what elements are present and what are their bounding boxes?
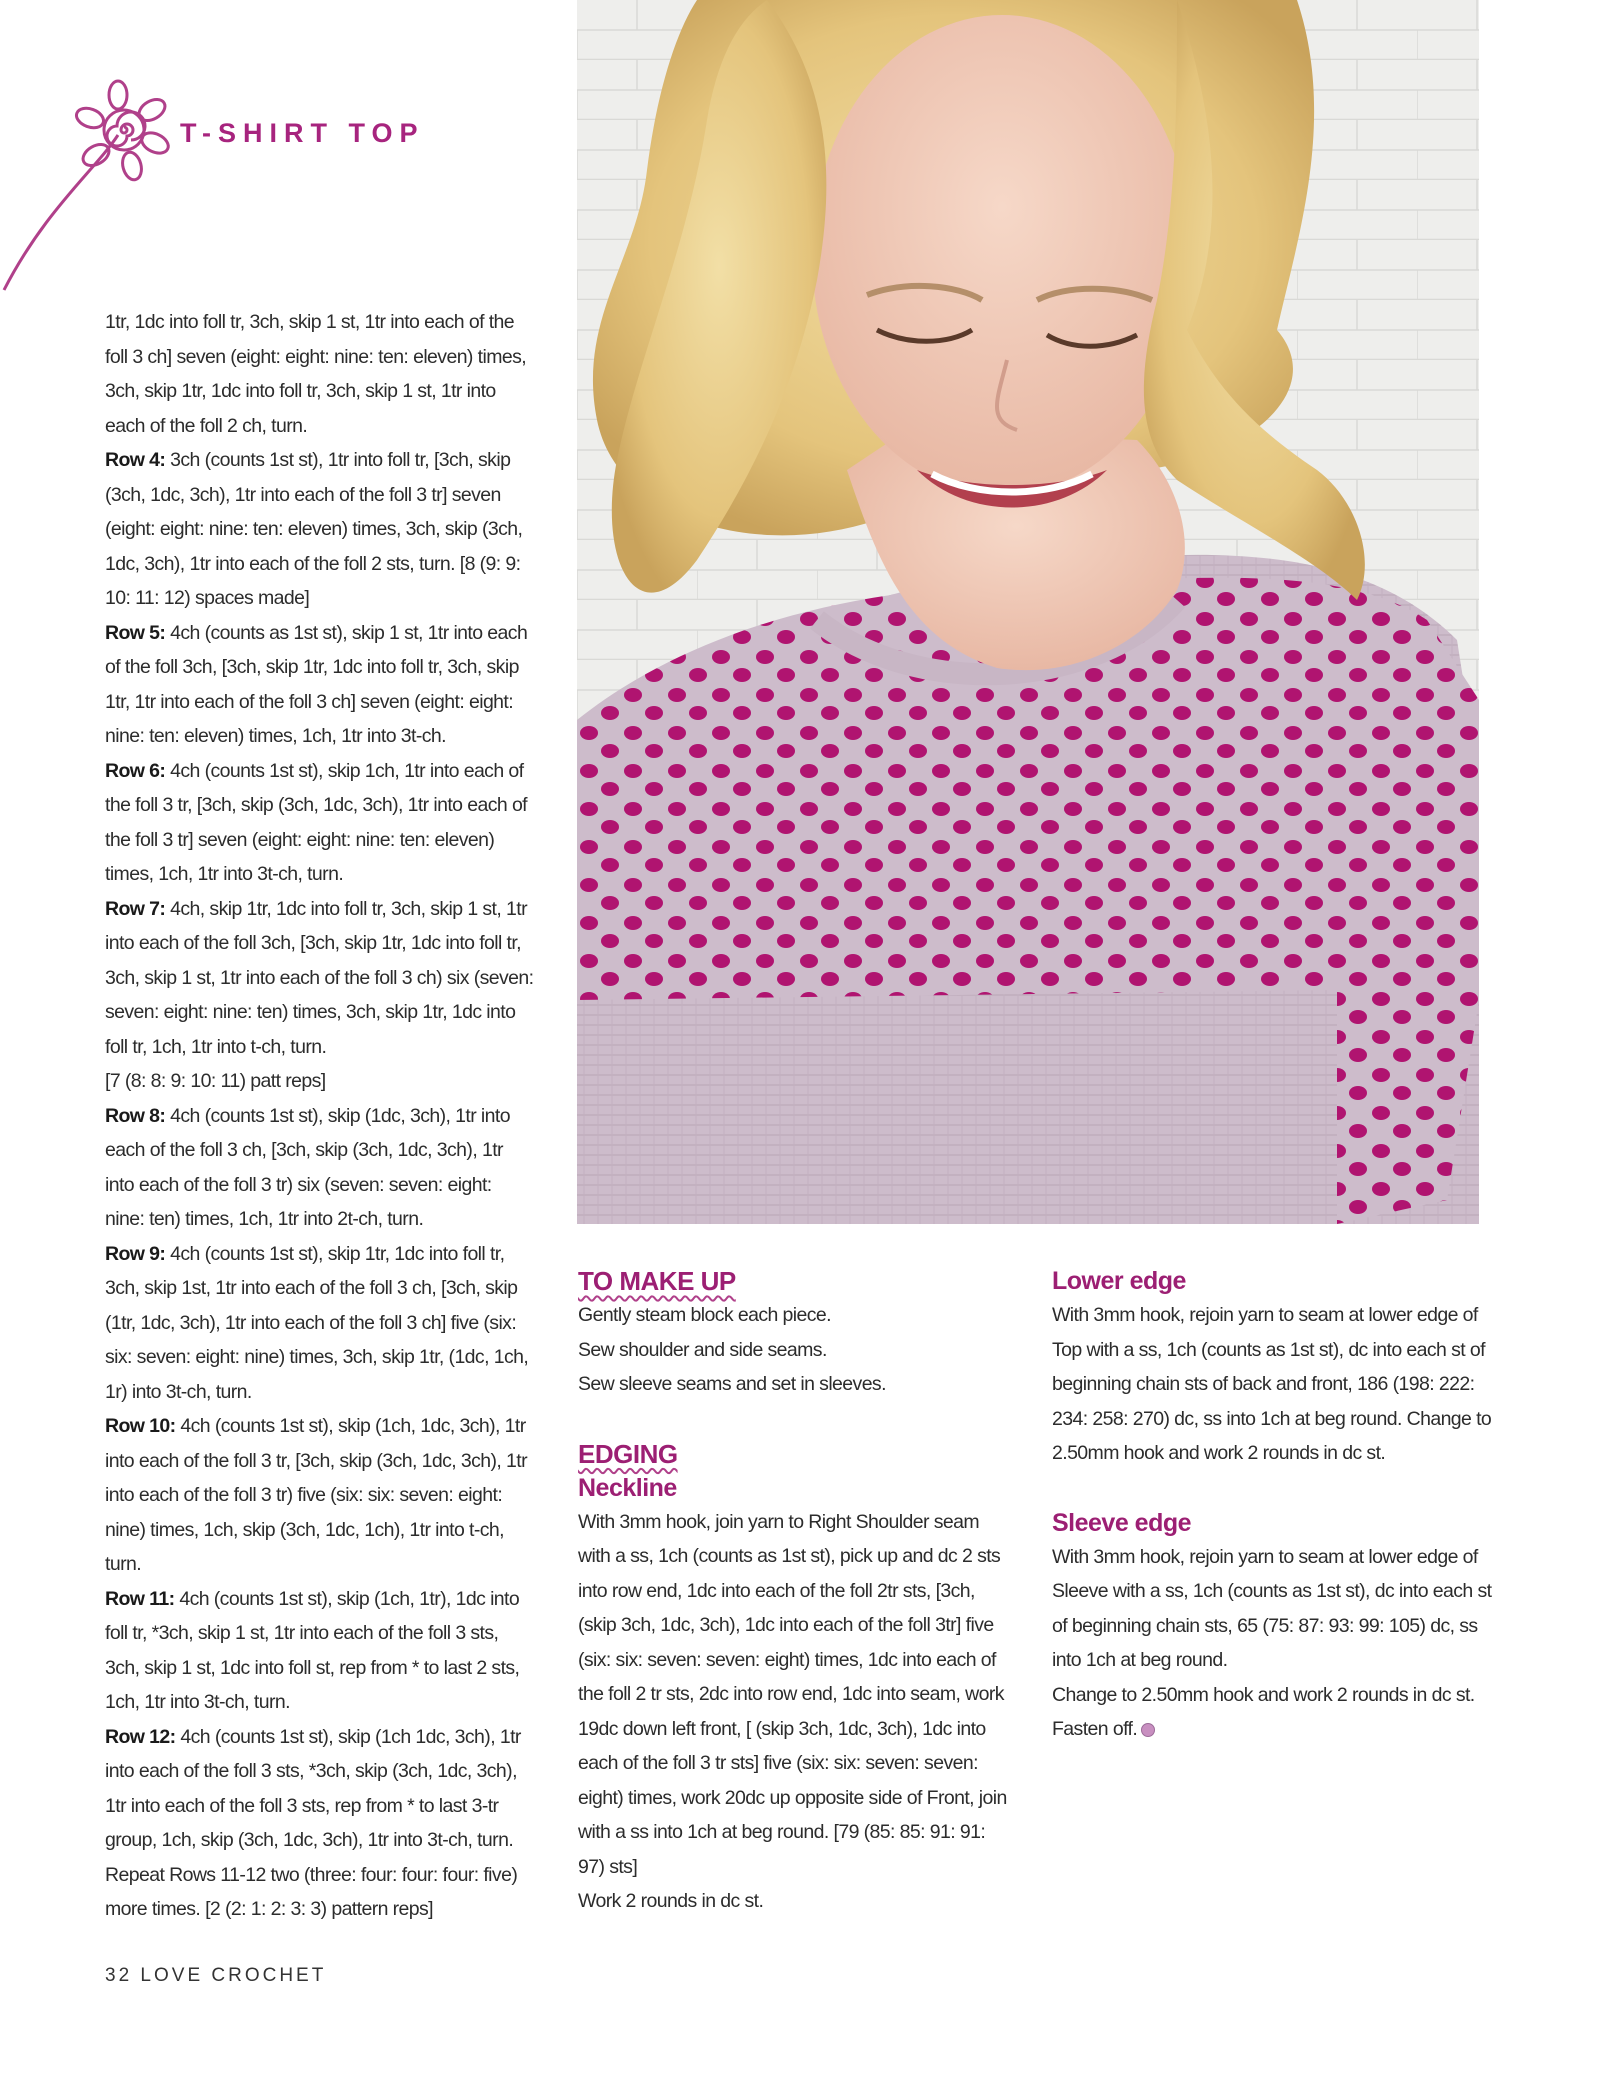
lower-edge-heading: Lower edge (1052, 1267, 1186, 1295)
pattern-row-4: Row 4: 3ch (counts 1st st), 1tr into foll tr, [3ch, skip (3ch, 1dc, 3ch), 1tr into each of the foll 3 tr] seven (eight: eight: nine: ten: eleven) times, 3ch, skip (3ch, 1dc, 3ch), 1tr into each of the foll 2 sts, turn. [8 (9: 9: 10: 11: 12) spaces made] (105, 449, 523, 609)
page-number: 32 (105, 1965, 133, 1986)
edging-heading: EDGING (578, 1438, 678, 1469)
making-up-column (578, 1264, 1008, 1919)
end-marker-icon (1141, 1723, 1155, 1737)
pattern-row-continued: 1tr, 1dc into foll tr, 3ch, skip 1 st, 1tr into each of the foll 3 ch] seven (eight: eight: nine: ten: eleven) times, 3ch, skip 1tr, 1dc into foll tr, 3ch, skip 1 st, 1tr into each of the foll 2 ch, turn. (105, 311, 527, 437)
pattern-row-12: Row 12: 4ch (counts 1st st), skip (1ch 1dc, 3ch), 1tr into each of the foll 3 sts, *3ch, skip (3ch, 1dc, 3ch), 1tr into each of the foll 3 sts, rep from * to last 3-tr group, 1ch, skip (3ch, 1dc, 3ch), 1tr into 3t-ch, turn. Repeat Rows 11-12 two (three: four: four: four: five) more times. [2 (2: 1: 2: 3: 3) pattern reps] (105, 1725, 521, 1920)
make-up-line: Sew shoulder and side seams. (578, 1338, 827, 1361)
page-footer (105, 1965, 326, 1987)
sleeve-edge-text: With 3mm hook, rejoin yarn to seam at lower edge of Sleeve with a ss, 1ch (counts as 1st st), dc into each st of beginning chain sts, 65 (75: 87: 93: 99: 105) dc, ss into 1ch at beg round. (1052, 1545, 1492, 1671)
pattern-row-7: Row 7: 4ch, skip 1tr, 1dc into foll tr, 3ch, skip 1 st, 1tr into each of the foll 3ch, [3ch, skip 1tr, 1dc into foll tr, 3ch, skip 1 st, 1tr into each of the foll 3 ch) six (seven: seven: eight: nine: ten) times, 3ch, skip 1tr, 1dc into foll tr, 1ch, 1tr into t-ch, turn. (105, 897, 534, 1058)
magazine-name: LOVE CROCHET (140, 1965, 327, 1986)
patt-reps-note: [7 (8: 8: 9: 10: 11) patt reps] (105, 1070, 326, 1092)
neckline-text: With 3mm hook, join yarn to Right Shoulder seam with a ss, 1ch (counts as 1st st), pick up and dc 2 sts into row end, 1dc into each of the foll 2tr sts, [3ch, (skip 3ch, 1dc, 3ch), 1dc into each of the foll 3tr] five (six: six: seven: seven: eight) times, 1dc into each of the foll 2 tr sts, 2dc into row end, 1dc into seam, work 19dc down left front, [ (skip 3ch, 1dc, 3ch), 1dc into each of the foll 3 tr sts] five (six: six: seven: seven: eight) times, work 20dc up opposite side of Front, join with a ss into 1ch at beg round. [79 (85: 85: 91: 91: 97) sts] (578, 1510, 1007, 1878)
pattern-row-11: Row 11: 4ch (counts 1st st), skip (1ch, 1tr), 1dc into foll tr, *3ch, skip 1 st, 1tr into each of the foll 3 sts, 3ch, skip 1 st, 1dc into foll st, rep from * to last 2 sts, 1ch, 1tr into 3t-ch, turn. (105, 1587, 520, 1713)
make-up-line: Gently steam block each piece. (578, 1304, 831, 1326)
pattern-row-9: Row 9: 4ch (counts 1st st), skip 1tr, 1dc into foll tr, 3ch, skip 1st, 1tr into each of the foll 3 ch, [3ch, skip (1tr, 1dc, 3ch), 1tr into each of the foll 3 ch] five (six: six: seven: eight: nine) times, 3ch, skip 1tr, (1dc, 1ch, 1r) into 3t-ch, turn. (105, 1242, 529, 1403)
pattern-rows-column (105, 305, 535, 1927)
make-up-line: Sew sleeve seams and set in sleeves. (578, 1373, 886, 1395)
sleeve-edge-text-2: Change to 2.50mm hook and work 2 rounds in dc st. Fasten off. (1052, 1683, 1475, 1740)
model-photo (577, 0, 1479, 1224)
sleeve-edge-heading: Sleeve edge (1052, 1508, 1192, 1537)
neckline-heading: Neckline (578, 1473, 677, 1502)
neckline-last-line: Work 2 rounds in dc st. (578, 1890, 764, 1912)
edges-column (1052, 1264, 1492, 1747)
pattern-row-6: Row 6: 4ch (counts 1st st), skip 1ch, 1tr into each of the foll 3 tr, [3ch, skip (3ch, 1dc, 3ch), 1tr into each of the foll 3 tr] seven (eight: eight: nine: ten: eleven) times, 1ch, 1tr into 3t-ch, turn. (105, 759, 528, 885)
page-title: T-SHIRT TOP (180, 118, 425, 148)
pattern-row-5: Row 5: 4ch (counts as 1st st), skip 1 st, 1tr into each of the foll 3ch, [3ch, skip 1tr, 1dc into foll tr, 3ch, skip 1tr, 1tr into each of the foll 3 ch] seven (eight: eight: nine: ten: eleven) times, 1ch, 1tr into 3t-ch. (105, 621, 528, 747)
pattern-row-10: Row 10: 4ch (counts 1st st), skip (1ch, 1dc, 3ch), 1tr into each of the foll 3 tr, [3ch, skip (3ch, 1dc, 3ch), 1tr into each of the foll 3 tr) five (six: six: seven: eight: nine) times, 1ch, skip (3ch, 1dc, 1ch), 1tr into t-ch, turn. (105, 1415, 528, 1575)
lower-edge-text: With 3mm hook, rejoin yarn to seam at lower edge of Top with a ss, 1ch (counts as 1st st), dc into each st of beginning chain sts of back and front, 186 (198: 222: 234: 258: 270) dc, ss into 1ch at beg round. Change to 2.50mm hook and work 2 rounds in dc st. (1052, 1304, 1492, 1464)
pattern-row-8: Row 8: 4ch (counts 1st st), skip (1dc, 3ch), 1tr into each of the foll 3 ch, [3ch, skip (3ch, 1dc, 3ch), 1tr into each of the foll 3 tr) six (seven: seven: eight: nine: ten) times, 1ch, 1tr into 2t-ch, turn. (105, 1104, 510, 1230)
to-make-up-heading: TO MAKE UP (578, 1266, 736, 1296)
flower-logo-icon (0, 60, 200, 300)
